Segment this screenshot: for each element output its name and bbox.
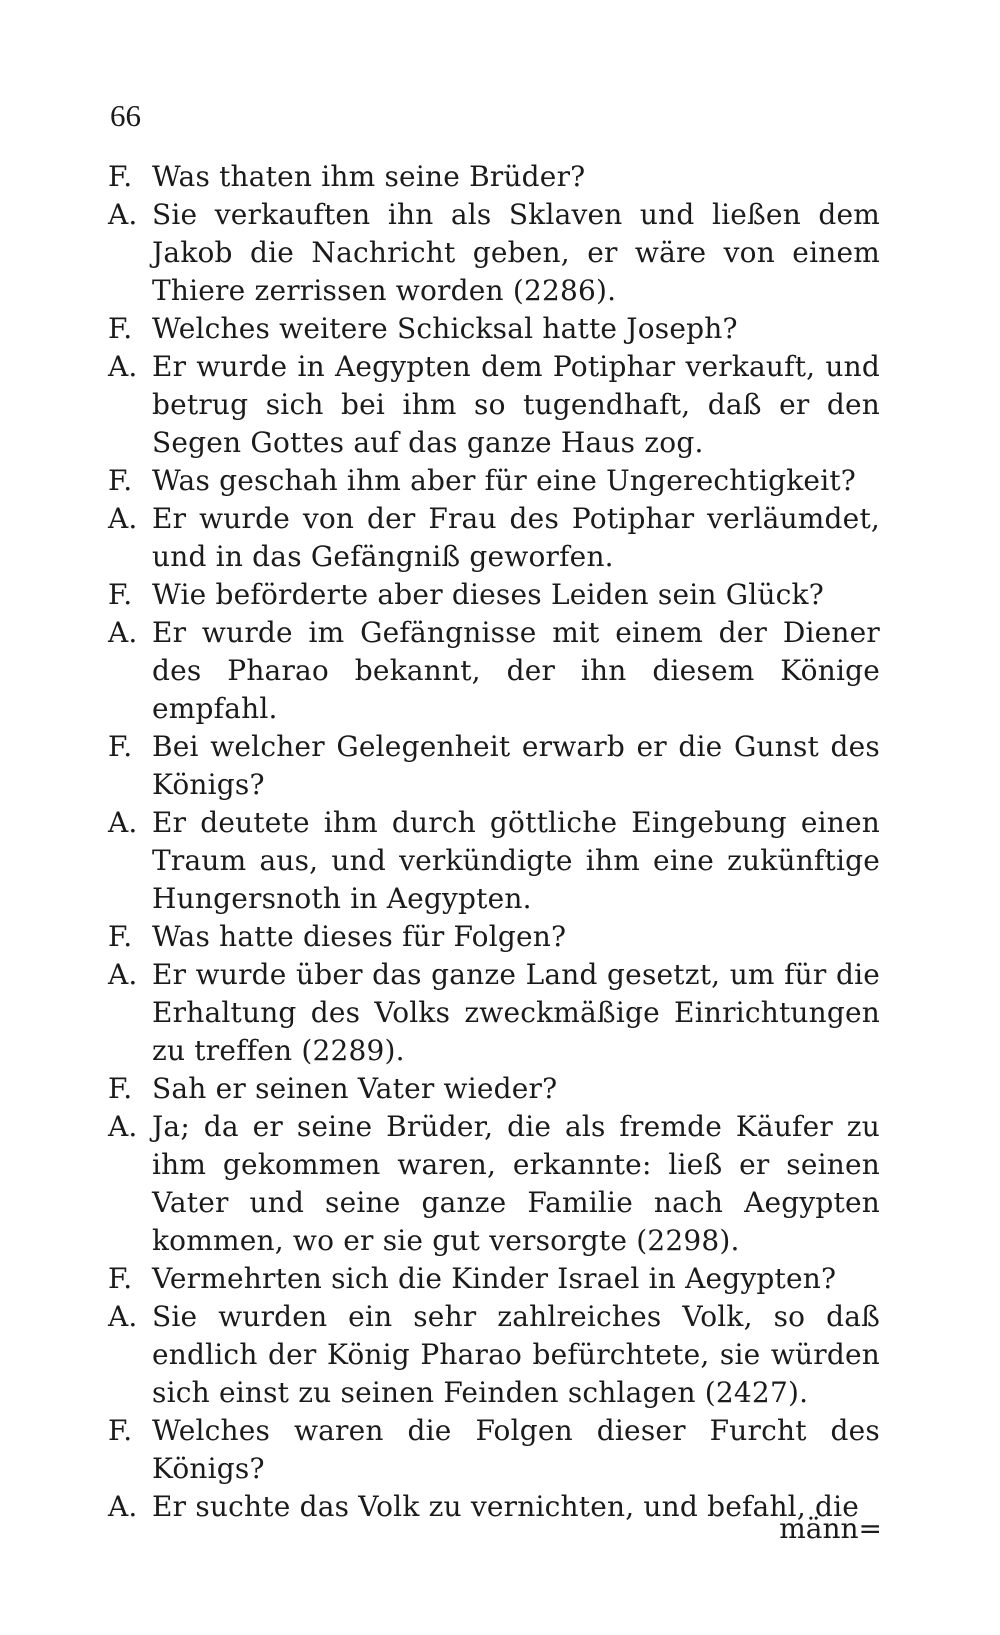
answer-entry (108, 1108, 880, 1260)
answer-entry (108, 348, 880, 462)
question-text: Welches waren die Folgen dieser Furcht des Königs? (152, 1414, 880, 1485)
answer-text: Er wurde von der Frau des Potiphar verläumdet, und in das Gefängniß geworfen. (152, 502, 880, 573)
answer-entry (108, 804, 880, 918)
question-marker: F. (108, 578, 133, 611)
answer-entry (108, 1488, 880, 1526)
question-text: Was thaten ihm seine Brüder? (152, 160, 586, 193)
answer-marker: A. (108, 198, 138, 231)
question-text: Bei welcher Gelegenheit erwarb er die Gunst des Königs? (152, 730, 880, 801)
catchword: männ= (779, 1512, 882, 1545)
question-text: Was hatte dieses für Folgen? (152, 920, 567, 953)
answer-entry (108, 956, 880, 1070)
answer-text: Er wurde in Aegypten dem Potiphar verkauft, und betrug sich bei ihm so tugendhaft, daß er den Segen Gottes auf das ganze Haus zog. (152, 350, 880, 459)
answer-text: Sie verkauften ihn als Sklaven und ließen dem Jakob die Nachricht geben, er wäre von einem Thiere zerrissen worden (2286). (152, 198, 880, 307)
answer-marker: A. (108, 350, 138, 383)
answer-marker: A. (108, 616, 138, 649)
question-marker: F. (108, 1072, 133, 1105)
question-entry (108, 728, 880, 804)
question-text: Wie beförderte aber dieses Leiden sein Glück? (152, 578, 824, 611)
question-marker: F. (108, 464, 133, 497)
answer-entry (108, 196, 880, 310)
answer-text: Sie wurden ein sehr zahlreiches Volk, so daß endlich der König Pharao befürchtete, sie würden sich einst zu seinen Feinden schlagen (2427). (152, 1300, 880, 1409)
question-entry (108, 918, 880, 956)
question-entry (108, 1260, 880, 1298)
question-entry (108, 1070, 880, 1108)
question-text: Was geschah ihm aber für eine Ungerechtigkeit? (152, 464, 857, 497)
question-marker: F. (108, 160, 133, 193)
question-entry (108, 310, 880, 348)
catechism-text (108, 158, 880, 1526)
answer-marker: A. (108, 806, 138, 839)
answer-marker: A. (108, 1490, 138, 1523)
answer-entry (108, 1298, 880, 1412)
question-marker: F. (108, 730, 133, 763)
answer-text: Er wurde über das ganze Land gesetzt, um für die Erhaltung des Volks zweckmäßige Einrichtungen zu treffen (2289). (152, 958, 880, 1067)
answer-text: Er suchte das Volk zu vernichten, und befahl, die (152, 1490, 860, 1523)
answer-marker: A. (108, 958, 138, 991)
question-entry (108, 462, 880, 500)
question-marker: F. (108, 312, 133, 345)
answer-entry (108, 500, 880, 576)
answer-marker: A. (108, 1110, 138, 1143)
question-marker: F. (108, 920, 133, 953)
answer-marker: A. (108, 502, 138, 535)
answer-text: Ja; da er seine Brüder, die als fremde Käufer zu ihm gekommen waren, erkannte: ließ er seinen Vater und seine ganze Familie nach Aegypten kommen, wo er sie gut versorgte (2298). (152, 1110, 880, 1257)
question-text: Welches weitere Schicksal hatte Joseph? (152, 312, 738, 345)
answer-text: Er deutete ihm durch göttliche Eingebung einen Traum aus, und verkündigte ihm eine zukünftige Hungersnoth in Aegypten. (152, 806, 880, 915)
question-text: Sah er seinen Vater wieder? (152, 1072, 558, 1105)
answer-text: Er wurde im Gefängnisse mit einem der Diener des Pharao bekannt, der ihn diesem Könige empfahl. (152, 616, 880, 725)
question-entry (108, 1412, 880, 1488)
page-number: 66 (110, 98, 141, 133)
question-text: Vermehrten sich die Kinder Israel in Aegypten? (152, 1262, 837, 1295)
question-marker: F. (108, 1414, 133, 1447)
answer-entry (108, 614, 880, 728)
question-marker: F. (108, 1262, 133, 1295)
question-entry (108, 158, 880, 196)
question-entry (108, 576, 880, 614)
answer-marker: A. (108, 1300, 138, 1333)
